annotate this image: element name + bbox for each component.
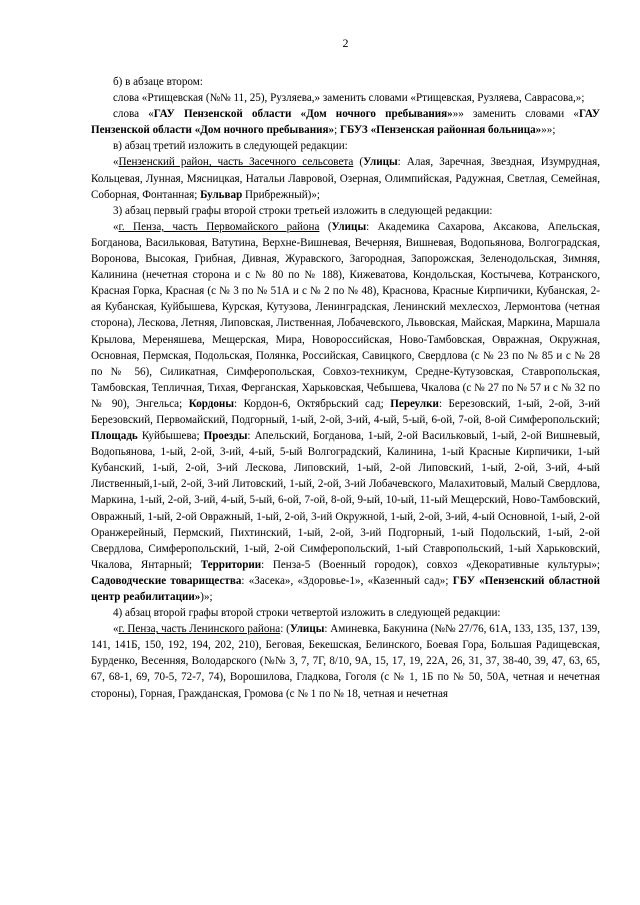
paragraph (91, 154, 600, 202)
paragraph (91, 90, 600, 106)
text-run: 3) абзац первый графы второй строки третьей изложить в следующей редакции: (113, 204, 493, 217)
text-run: : Аминевка, Бакунина (№№ 27/76, 61А, 133, 135, 137, 139, 141, 141Б, 150, 192, 194, 202, 210), Беговая, Бекешская, Белинского, Боевая Гора, Большая Радищевская, Бурденко, Весенняя, Володарского (№№ 3, 7, 7Г, 8/10, 9А, 15, 17, 19, 22А, 26, 31, 37, 38-40, 39, 47, 63, 65, 67, 68-1, 69, 70-5, 72-7, 74), Ворошилова, Гладкова, Гоголя (с № 1, 1Б по № 50, 50А, четная и нечетная стороны), Горная, Гражданская, Громова (с № 1 по № 18, четная и нечетная (91, 623, 600, 700)
bold-text-run: ГАУ Пензенской области «Дом ночного пребывания» (91, 108, 600, 137)
text-run: « (113, 156, 119, 169)
text-run: )»; (200, 591, 213, 603)
text-run: : Алая, Заречная, Звездная, Изумрудная, Кольцевая, Лунная, Мясницкая, Натальи Лавровой, Озерная, Олимпийская, Радужная, Светлая, Семейная, Соборная, Фонтанная; (91, 156, 600, 201)
page-number: 2 (342, 36, 349, 50)
paragraph (91, 605, 600, 621)
bold-text-run: Улицы (331, 220, 367, 233)
bold-text-run: Кордоны (188, 397, 234, 410)
bold-text-run: Проезды (203, 430, 248, 443)
paragraph (91, 219, 600, 605)
bold-text-run: Бульвар (200, 188, 243, 201)
text-run: : «Засека», «Здоровье-1», «Казенный сад»; (241, 574, 453, 587)
text-run: ( (319, 220, 332, 233)
bold-text-run: ГАУ Пензенской области «Дом ночного пребывания» (153, 108, 453, 121)
bold-text-run: Площадь (91, 430, 138, 443)
text-run: : Пенза-5 (Военный городок), совхоз «Декоративные культуры»; (261, 558, 600, 571)
text-run: ( (353, 156, 364, 169)
paragraph (91, 74, 600, 90)
paragraph (91, 106, 600, 138)
text-run: в) абзац третий изложить в следующей редакции: (113, 140, 348, 153)
text-run: : Березовский, 1-ый, 2-ой, 3-ий Березовский, Первомайский, Подгорный, 1-ый, 2-ой, 3-ий, 4-ый, 5-ый, 6-ой, 7-ой, 8-ой Симферопольский; (91, 397, 601, 426)
document-body (91, 74, 600, 702)
underlined-text-run: г. Пенза, часть Первомайского района (118, 220, 320, 233)
text-run: ; (334, 124, 340, 137)
bold-text-run: Улицы (289, 623, 325, 636)
text-run: »»; (541, 124, 556, 137)
paragraph (91, 138, 600, 154)
text-run: 4) абзац второй графы второй строки четвертой изложить в следующей редакции: (113, 607, 501, 620)
underlined-text-run: Пензенский район, часть Засечного сельсовета (118, 156, 354, 169)
bold-text-run: Территории (200, 558, 262, 571)
paragraph (91, 203, 600, 219)
text-run: : Академика Сахарова, Аксакова, Апельская, Богданова, Васильковая, Ватутина, Верхне-Вишневая, Вечерняя, Вишневая, Водопьянова, Волгоградская, Воронова, Высокая, Грибная, Дивная, Журавского, Загородная, Запорожская, Зеленодольская, Зимняя, Калинина (нечетная сторона и с № 80 по № 188), Кижеватова, Кондольская, Костычева, Котранского, Красная Горка, Красная (с № 3 по № 51А и с № 2 по № 48), Краснова, Красные Кирпичики, Кубанская, 2-ая Кубанская, Куйбышева, Курская, Кутузова, Ленинградская, Ленинский мехлесхоз, Лермонтова (четная сторона), Лескова, Летняя, Липовская, Лиственная, Лобачевского, Львовская, Майская, Маркина, Маршала Крылова, Мереняшева, Мещерская, Мира, Новороссийская, Ново-Тамбовская, Овражная, Окружная, Основная, Пермская, Подольская, Полянка, Российская, Савицкого, Свердлова (с № 23 по № 85 и с № 28 по № 56), Силикатная, Симферопольская, Совхоз-техникум, Средне-Кутузовская, Ставропольская, Тамбовская, Тепличная, Тихая, Ферганская, Харьковская, Чебышева, Чкалова (с № 27 по № 57 и с № 32 по № 90), Энгельса; (91, 220, 601, 410)
text-run: б) в абзаце втором: (113, 76, 203, 88)
text-run: слова «Ртищевская (№№ 11, 25), Рузляева,» заменить словами «Ртищевская, Рузляева, Саврасова,»; (113, 92, 585, 105)
bold-text-run: Улицы (363, 156, 398, 169)
text-run: Куйбышева; (137, 430, 204, 443)
paragraph (91, 621, 600, 701)
text-run: : Кордон-6, Октябрьский сад; (233, 397, 391, 410)
bold-text-run: ГБУЗ «Пензенская районная больница» (339, 124, 542, 137)
text-run: Прибрежный)»; (242, 188, 320, 201)
text-run: « (113, 623, 119, 636)
text-run: : Апельский, Богданова, 1-ый, 2-ой Васильковый, 1-ый, 2-ой Вишневый, Водопьянова, 1-ый, 2-ой, 3-ий, 4-ый, 5-ый Волгоградский, Калинина, 1-ый Красные Кирпичики, 1-ый Кубанский, 1-ый, 2-ой, 3-ий Лескова, Липовский, 1-ый, 2-ой Липовский, 1-ый, 2-ой, 3-ий, 4-ый Лиственный,1-ый, 2-ой, 3-ий Литовский, 1-ый, 2-ой, 3-ий Лобачевского, Малахитовый, Малый Свердлова, Маркина, 1-ый, 2-ой, 3-ий, 4-ый, 5-ый, 6-ой, 7-ой, 8-ой, 9-ый, 10-ый, 11-ый Мещерский, Ново-Тамбовский, Овражный, 1-ый, 2-ой Овражный, 1-ый, 2-ой, 3-ий Окружной, 1-ый, 2-ой, 3-ий, 4-ый Основной, 1-ый, 2-ой Оранжерейный, Пермский, Пихтинский, 1-ый, 2-ой, 3-ий Подгорный, 1-ый Подольский, 1-ый, 2-ой Свердлова, Симферопольский, 1-ый, 2-ой Симферопольский, 1-ый Ставропольский, 1-ый Харьковский, Чкалова, Янтарный; (91, 430, 600, 571)
text-run: : ( (280, 623, 290, 636)
text-run: слова « (113, 108, 154, 121)
bold-text-run: Переулки (390, 397, 439, 410)
bold-text-run: Садоводческие товарищества (91, 574, 242, 587)
text-run: »» заменить словами « (452, 108, 579, 121)
underlined-text-run: г. Пенза, часть Ленинского района (118, 623, 281, 636)
bold-text-run: ГБУ «Пензенский областной центр реабилитации» (91, 574, 600, 603)
text-run: « (113, 220, 119, 233)
